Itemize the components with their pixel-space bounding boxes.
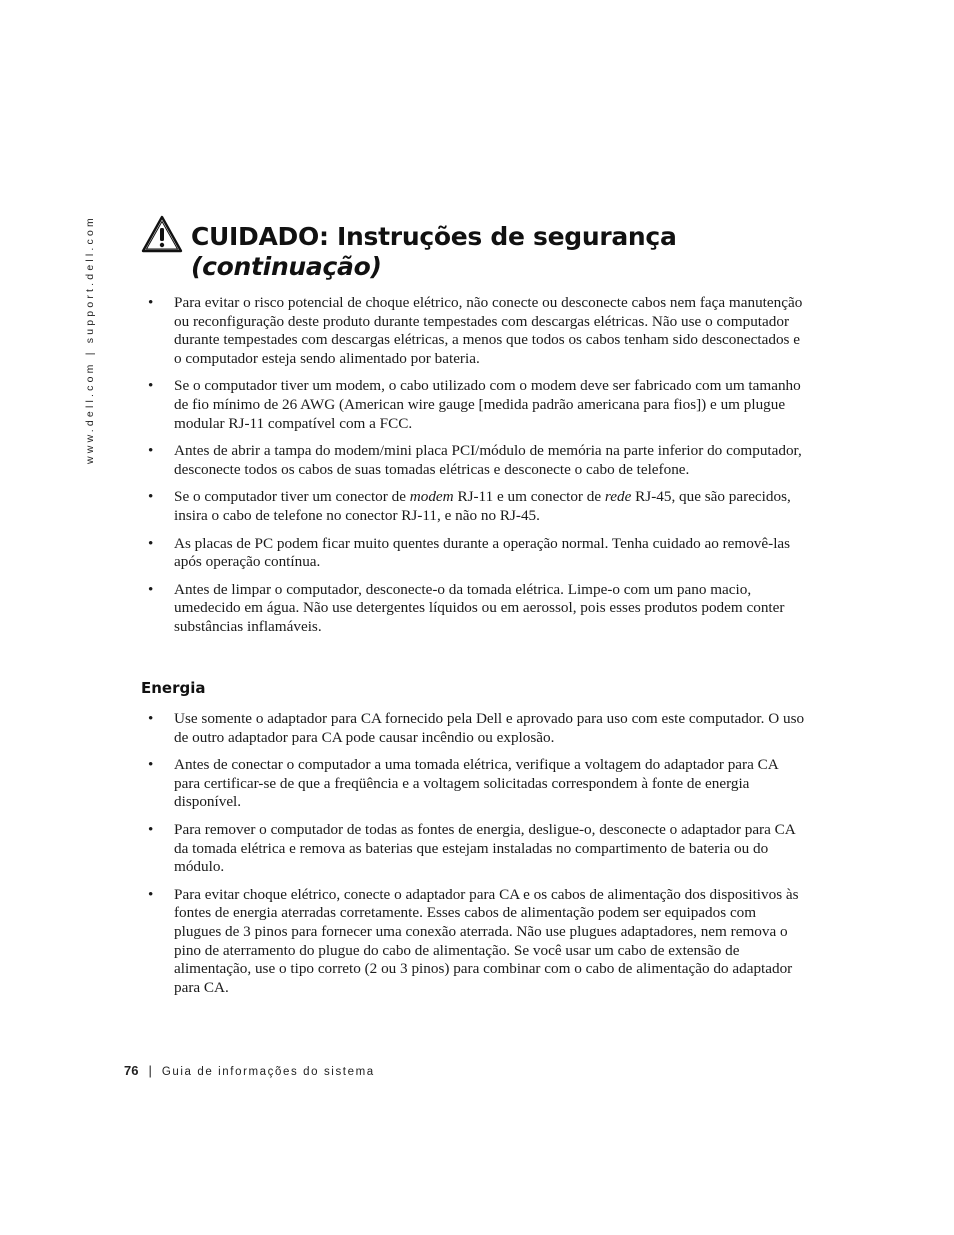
section-heading-energia: Energia bbox=[141, 679, 206, 697]
footer-separator: | bbox=[148, 1063, 152, 1078]
list-item bbox=[146, 821, 806, 877]
bullet: • bbox=[148, 442, 154, 460]
bullet: • bbox=[148, 710, 154, 727]
list-item bbox=[146, 886, 806, 998]
page-number: 76 bbox=[124, 1063, 139, 1078]
footer-doc-title: Guia de informações do sistema bbox=[161, 1066, 375, 1078]
text-segment: RJ-11 e um conector de bbox=[453, 488, 605, 506]
side-url: www.dell.com | support.dell.com bbox=[84, 215, 96, 464]
bullet: • bbox=[148, 820, 154, 838]
list-item bbox=[146, 377, 806, 433]
bullet: • bbox=[148, 534, 154, 552]
bullet: • bbox=[148, 377, 154, 395]
list-item-text bbox=[174, 488, 791, 524]
safety-list bbox=[146, 294, 806, 637]
list-item bbox=[146, 442, 806, 479]
page-title bbox=[191, 222, 677, 282]
bullet: • bbox=[148, 885, 154, 903]
bullet: • bbox=[148, 580, 154, 598]
list-item-text: Para evitar o risco potencial de choque elétrico, não conecte ou desconecte cabos nem faça manutenção ou reconfiguração deste produto durante tempestades com descargas elétricas. Não use o computador durante tempestades com descargas elétricas, a menos que todos os cabos tenham sido desconectados e o computador esteja sendo alimentado por bateria. bbox=[174, 294, 803, 367]
warning-triangle-icon bbox=[141, 215, 183, 253]
title-subtitle: (continuação) bbox=[191, 252, 382, 281]
list-item-text: Se o computador tiver um modem, o cabo utilizado com o modem deve ser fabricado com um tamanho de fio mínimo de 26 AWG (American wire gauge [medida padrão americana para fios]) e um plugue modular RJ-11 compatível com a FCC. bbox=[174, 377, 801, 432]
list-item-text: As placas de PC podem ficar muito quentes durante a operação normal. Tenha cuidado ao removê-las após operação contínua. bbox=[174, 534, 791, 571]
list-item bbox=[146, 535, 806, 572]
list-item bbox=[146, 294, 806, 368]
emphasis-rede: rede bbox=[604, 488, 632, 506]
list-item-text: Para remover o computador de todas as fontes de energia, desligue-o, desconecte o adaptador para CA da tomada elétrica e remova as baterias que estejam instaladas no compartimento de bateria ou do módulo. bbox=[174, 820, 795, 876]
page-footer bbox=[124, 1062, 375, 1080]
list-item-text: Use somente o adaptador para CA fornecido pela Dell e aprovado para uso com este computador. O uso de outro adaptador para CA pode causar incêndio ou explosão. bbox=[174, 710, 805, 746]
list-item bbox=[146, 710, 806, 747]
bullet: • bbox=[148, 294, 154, 311]
emphasis-modem: modem bbox=[409, 488, 454, 506]
bullet: • bbox=[148, 488, 154, 506]
list-item-text: Antes de limpar o computador, desconecte-o da tomada elétrica. Limpe-o com um pano macio, umedecido em água. Não use detergentes líquidos ou em aerossol, pois esses produtos podem conter substâncias inflamáveis. bbox=[174, 580, 785, 635]
list-item-text: Antes de conectar o computador a uma tomada elétrica, verifique a voltagem do adaptador para CA para certificar-se de que a freqüência e a voltagem solicitadas correspondem à fonte de energia disponível. bbox=[174, 756, 778, 811]
list-item bbox=[146, 488, 806, 525]
energy-list bbox=[146, 710, 806, 1006]
title-main: CUIDADO: Instruções de segurança bbox=[191, 222, 677, 251]
list-item-text: Antes de abrir a tampa do modem/mini placa PCI/módulo de memória na parte inferior do computador, desconecte todos os cabos de suas tomadas elétricas e desconecte o cabo de telefone. bbox=[174, 442, 802, 478]
text-segment: Se o computador tiver um conector de bbox=[174, 488, 410, 506]
list-item bbox=[146, 581, 806, 637]
text-segment: RJ-45, que são parecidos, insira o cabo de telefone no conector RJ-11, e não no RJ-45. bbox=[174, 488, 791, 524]
bullet: • bbox=[148, 756, 154, 774]
list-item-text: Para evitar choque elétrico, conecte o adaptador para CA e os cabos de alimentação dos dispositivos às fontes de energia aterradas corretamente. Esses cabos de alimentação podem ser equipados com plugues de 3 pinos para fornecer uma conexão aterrada. Não use plugues adaptadores, nem remova o pino de aterramento do plugue do cabo de alimentação. Se você usar um cabo de extensão de alimentação, use o tipo correto (2 ou 3 pinos) para combinar com o cabo de alimentação do adaptador para CA. bbox=[174, 885, 799, 996]
list-item bbox=[146, 756, 806, 812]
